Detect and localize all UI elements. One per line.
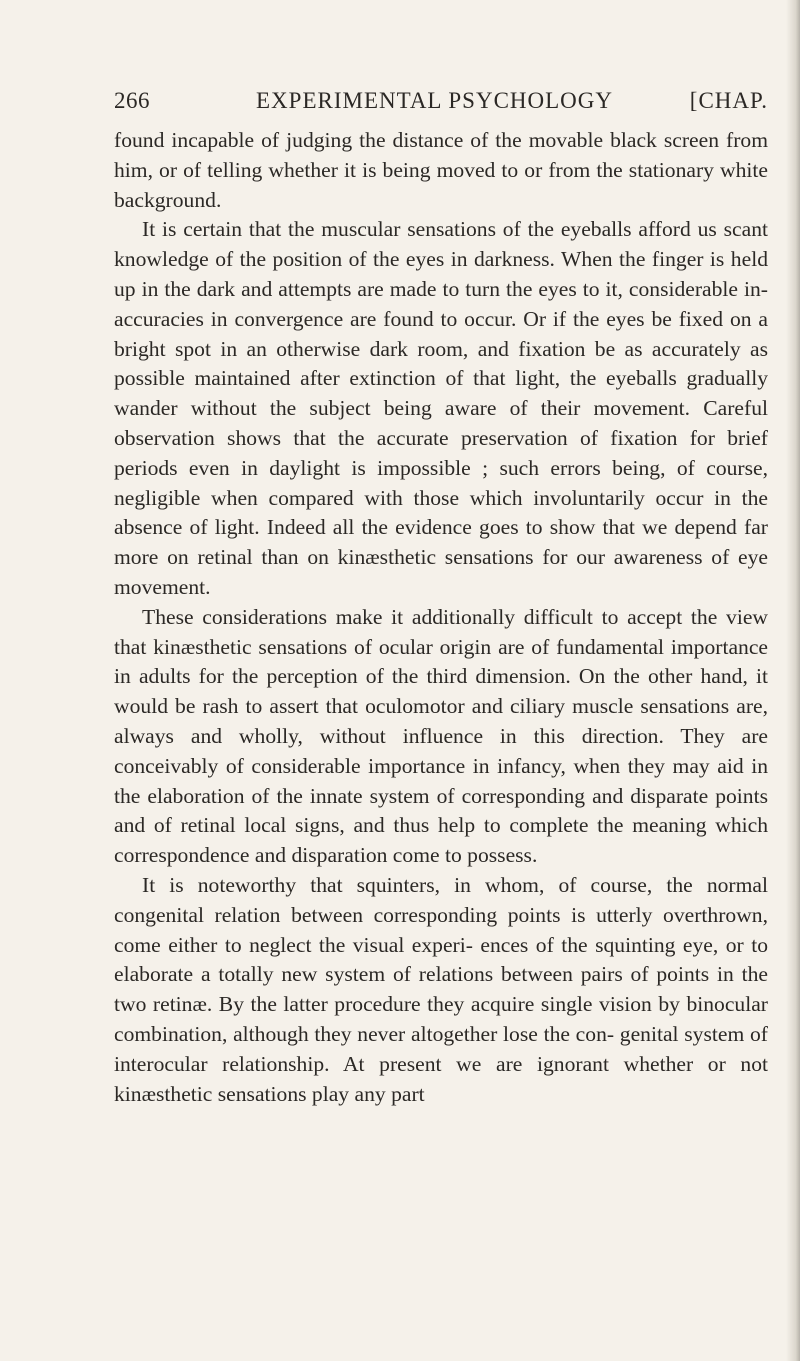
paragraph: It is certain that the muscular sensations of the eyeballs afford us scant knowledge of the position of the eyes in darkness. When the finger is held up in the dark and attempts are made to turn the eyes to it, considerable in- accuracies in convergence are found to occur. Or if the eyes be fixed on a bright spot in an otherwise dark room, and fixation be as accurately as possible maintained after extinction of that light, the eyeballs gradually wander without the subject being aware of their movement. Careful observation shows that the accurate preservation of fixation for brief periods even in daylight is impossible ; such errors being, of course, negligible when compared with those which involuntarily occur in the absence of light. Indeed all the evidence goes to show that we depend far more on retinal than on kinæsthetic sensations for our awareness of eye movement. bbox=[114, 217, 768, 599]
page-edge-shadow bbox=[786, 0, 800, 1361]
paragraph: It is noteworthy that squinters, in whom, of course, the normal congenital relation between corresponding points is utterly overthrown, come either to neglect the visual experi- ences of the squinting eye, or to elaborate a totally new system of relations between pairs of points in the two retinæ. By the latter procedure they acquire single vision by binocular combination, although they never altogether lose the con- genital system of interocular relationship. At present we are ignorant whether or not kinæsthetic sensations play any part bbox=[114, 872, 768, 1106]
running-title: EXPERIMENTAL PSYCHOLOGY bbox=[256, 88, 614, 113]
page-number: 266 bbox=[114, 88, 150, 113]
body-text bbox=[114, 126, 768, 1109]
running-header bbox=[114, 88, 768, 122]
paragraph: These considerations make it additionally difficult to accept the view that kinæsthetic sensations of ocular origin are of fundamental importance in adults for the perception of the third dimension. On the other hand, it would be rash to assert that oculomotor and ciliary muscle sensations are, always and wholly, without influence in this direction. They are conceivably of considerable importance in infancy, when they may aid in the elaboration of the innate system of corresponding and disparate points and of retinal local signs, and thus help to complete the meaning which correspondence and disparation come to possess. bbox=[114, 604, 768, 868]
paragraph-continued: found incapable of judging the distance of the movable black screen from him, or of telling whether it is being moved to or from the stationary white background. bbox=[114, 128, 768, 212]
chapter-mark: [CHAP. bbox=[689, 88, 768, 113]
